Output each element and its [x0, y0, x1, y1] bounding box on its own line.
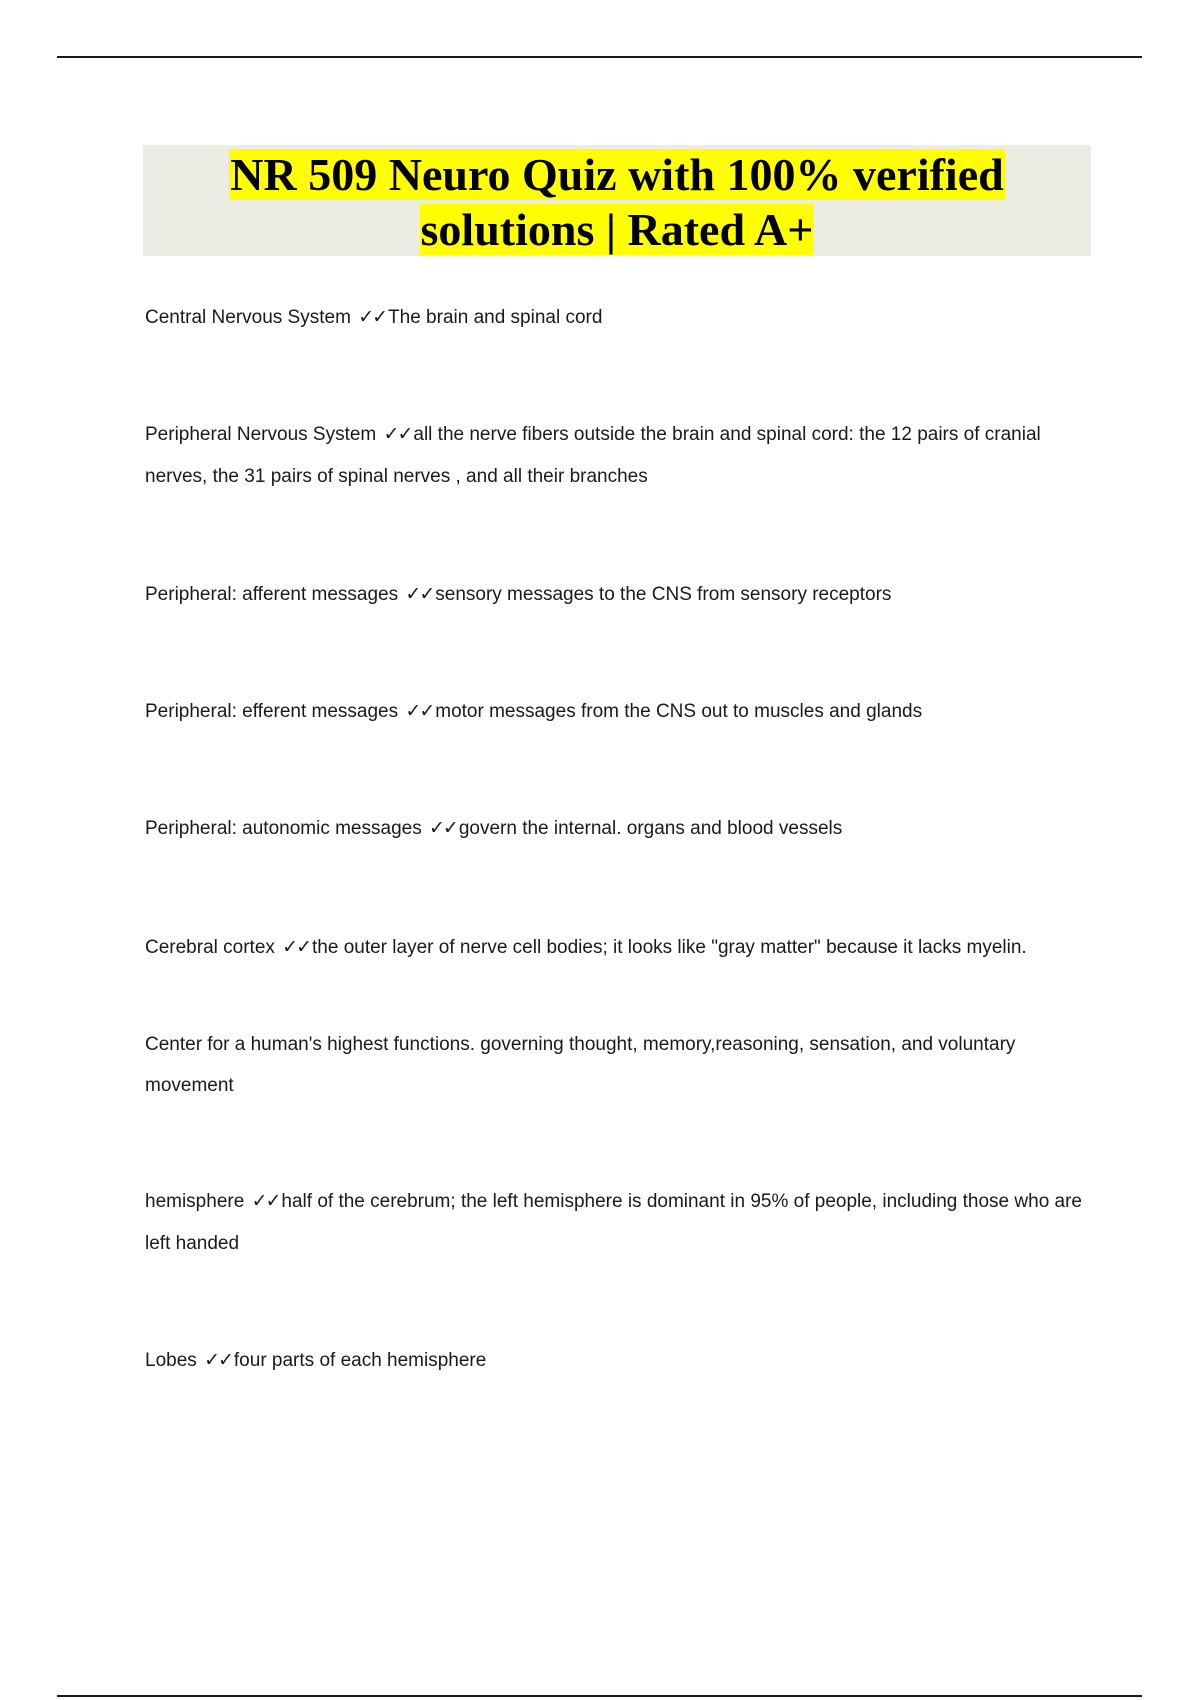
- title-banner: [143, 145, 1091, 256]
- entry-term: hemisphere: [145, 1191, 245, 1212]
- entry-definition: motor messages from the CNS out to muscles and glands: [435, 701, 923, 722]
- entry-definition: govern the internal. organs and blood vessels: [458, 818, 843, 839]
- flashcard-entry: [145, 574, 1095, 616]
- entry-definition: The brain and spinal cord: [388, 307, 603, 328]
- title-line-2: solutions | Rated A+: [420, 204, 814, 255]
- entry-term: Peripheral: autonomic messages: [145, 818, 422, 839]
- flashcard-entry: [145, 691, 1095, 733]
- check-mark-icon: ✓✓: [282, 937, 311, 958]
- title-line-1: NR 509 Neuro Quiz with 100% verified: [230, 149, 1004, 200]
- entry-term: Central Nervous System: [145, 307, 351, 328]
- bottom-rule: [57, 1695, 1142, 1697]
- entry-definition: sensory messages to the CNS from sensory receptors: [435, 584, 892, 605]
- flashcard-entry: [145, 927, 1095, 968]
- check-mark-icon: ✓✓: [405, 701, 434, 722]
- entry-term: Peripheral Nervous System: [145, 424, 377, 445]
- top-rule: [57, 56, 1142, 58]
- document-title: [143, 145, 1091, 257]
- flashcard-entry: [145, 414, 1095, 498]
- check-mark-icon: ✓✓: [204, 1350, 232, 1371]
- entry-definition: half of the cerebrum; the left hemisphere is dominant in 95% of people, including those who are left handed: [145, 1191, 1082, 1254]
- flashcard-entry: [145, 808, 1095, 850]
- entry-definition: all the nerve fibers outside the brain and spinal cord: the 12 pairs of cranial nerves, the 31 pairs of spinal nerves , and all their branches: [145, 424, 1041, 487]
- entry-term: Peripheral: afferent messages: [145, 584, 399, 605]
- entry-term: Lobes: [145, 1350, 197, 1371]
- flashcard-entry: [145, 1181, 1095, 1265]
- entry-definition: four parts of each hemisphere: [233, 1350, 487, 1371]
- flashcard-entry: [145, 1340, 1095, 1382]
- check-mark-icon: ✓✓: [358, 307, 387, 328]
- flashcard-entry: [145, 297, 1095, 339]
- entry-continuation: [145, 1024, 1095, 1106]
- check-mark-icon: ✓✓: [383, 424, 412, 445]
- entry-term: Cerebral cortex: [145, 937, 275, 958]
- check-mark-icon: ✓✓: [428, 818, 457, 839]
- entry-definition: the outer layer of nerve cell bodies; it looks like "gray matter" because it lacks myelin.: [312, 937, 1027, 958]
- entry-term: Peripheral: efferent messages: [145, 701, 399, 722]
- check-mark-icon: ✓✓: [251, 1191, 280, 1212]
- check-mark-icon: ✓✓: [405, 584, 434, 605]
- entry-definition: Center for a human's highest functions. governing thought, memory,reasoning, sensation, and voluntary movement: [145, 1034, 1016, 1096]
